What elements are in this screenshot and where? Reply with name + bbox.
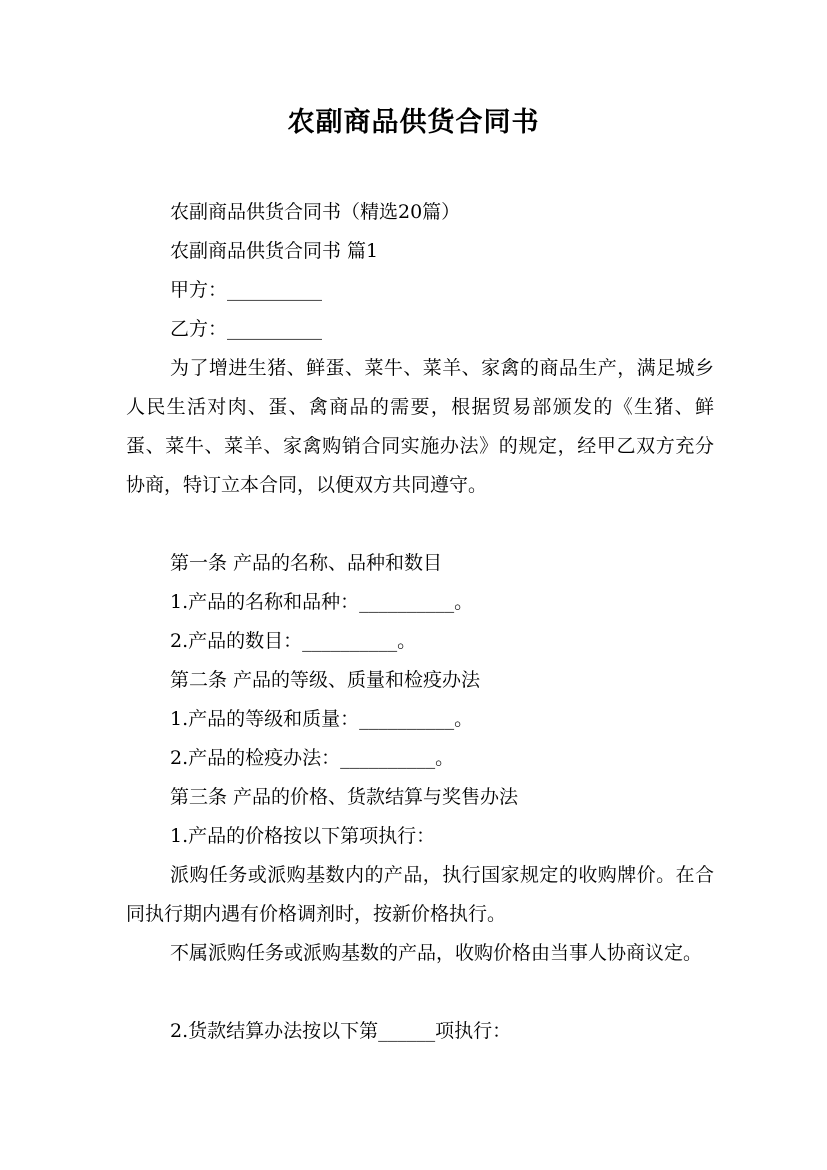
- article3-item1: 1.产品的价格按以下第项执行：: [170, 825, 436, 847]
- party-b-line: 乙方：__________: [170, 318, 323, 340]
- article1-item2: 2.产品的数目：__________。: [170, 630, 417, 652]
- document-title: 农副商品供货合同书: [287, 107, 540, 138]
- party-a-line: 甲方：__________: [170, 279, 323, 301]
- article3-paragraph2: 不属派购任务或派购基数的产品，收购价格由当事人协商议定。: [170, 942, 703, 964]
- article3-item2: 2.货款结算办法按以下第______项执行：: [170, 1020, 512, 1042]
- article2-item1: 1.产品的等级和质量：__________。: [170, 708, 474, 730]
- article3-heading: 第三条 产品的价格、货款结算与奖售办法: [170, 786, 519, 808]
- section-heading: 农副商品供货合同书 篇1: [170, 240, 379, 262]
- document-subtitle: 农副商品供货合同书（精选20篇）: [170, 201, 461, 223]
- article3-paragraph1: 派购任务或派购基数内的产品，执行国家规定的收购牌价。在合同执行期内遇有价格调剂时，按新价格执行。: [126, 864, 714, 925]
- article2-heading: 第二条 产品的等级、质量和检疫办法: [170, 669, 481, 691]
- article1-heading: 第一条 产品的名称、品种和数目: [170, 552, 443, 574]
- article2-item2: 2.产品的检疫办法：__________。: [170, 747, 455, 769]
- article1-item1: 1.产品的名称和品种：__________。: [170, 591, 474, 613]
- intro-paragraph: 为了增进生猪、鲜蛋、菜牛、菜羊、家禽的商品生产，满足城乡人民生活对肉、蛋、禽商品的需要，根据贸易部颁发的《生猪、鲜蛋、菜牛、菜羊、家禽购销合同实施办法》的规定，经甲乙双方充分协商，特订立本合同，以便双方共同遵守。: [126, 357, 714, 496]
